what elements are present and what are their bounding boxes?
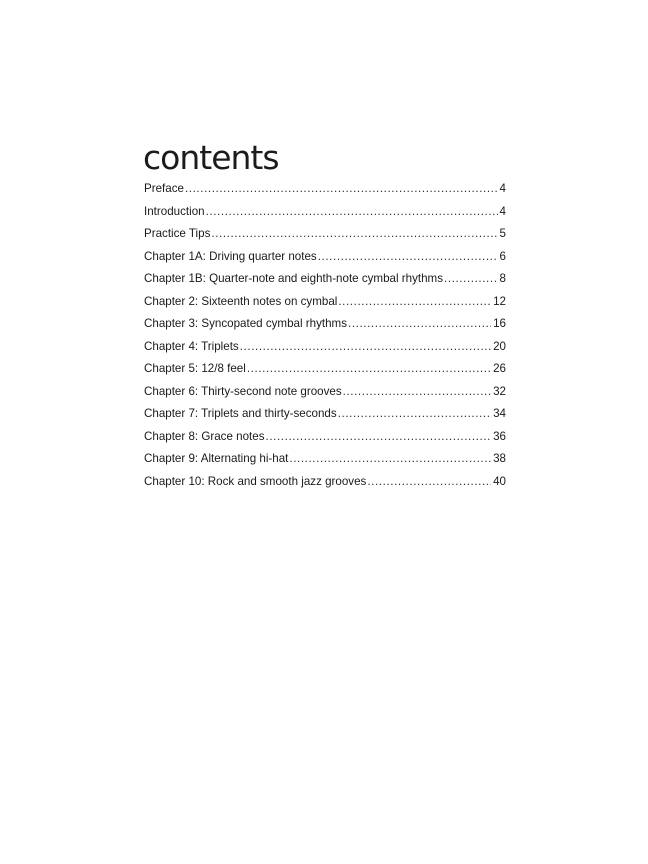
toc-entry[interactable]: [144, 201, 506, 224]
toc-entry-label: Chapter 4: Triplets: [144, 339, 239, 353]
toc-entry-page: 38: [493, 452, 506, 465]
toc-entry-label: Chapter 2: Sixteenth notes on cymbal: [144, 294, 338, 308]
toc-entry[interactable]: [144, 223, 506, 246]
toc-entry-page: 16: [493, 317, 506, 330]
toc-entry[interactable]: [144, 336, 506, 359]
toc-entry[interactable]: [144, 291, 506, 314]
toc-entry[interactable]: [144, 178, 506, 201]
toc-entry-label: Chapter 7: Triplets and thirty-seconds: [144, 407, 337, 420]
toc-entry-page: 8: [499, 272, 506, 285]
dot-leader: [247, 358, 491, 381]
toc-entry-label: Chapter 3: Syncopated cymbal rhythms: [144, 317, 347, 330]
toc-entry-page: 36: [493, 429, 506, 443]
toc-entry[interactable]: [144, 313, 506, 336]
toc-entry-label: Chapter 8: Grace notes: [144, 429, 265, 443]
toc-entry-label: Chapter 6: Thirty-second note grooves: [144, 384, 342, 398]
toc-entry-page: 4: [499, 182, 506, 195]
toc-entry-page: 40: [493, 474, 506, 488]
dot-leader: [289, 448, 491, 471]
dot-leader: [338, 291, 491, 314]
dot-leader: [367, 471, 491, 494]
dot-leader: [338, 403, 491, 426]
dot-leader: [185, 178, 498, 201]
toc-entry-page: 12: [493, 294, 506, 308]
toc-entry-label: Practice Tips: [144, 227, 211, 240]
toc-entry-label: Chapter 1A: Driving quarter notes: [144, 249, 317, 263]
toc-entry-label: Introduction: [144, 204, 205, 218]
toc-entry[interactable]: [144, 403, 506, 426]
page-title: contents: [143, 138, 279, 177]
toc-entry[interactable]: [144, 381, 506, 404]
dot-leader: [348, 313, 491, 336]
toc-entry-page: 34: [493, 407, 506, 420]
toc-entry-label: Chapter 5: 12/8 feel: [144, 362, 246, 375]
dot-leader: [266, 426, 492, 449]
dot-leader: [240, 336, 491, 359]
toc-entry-page: 26: [493, 362, 506, 375]
toc-entry[interactable]: [144, 246, 506, 269]
dot-leader: [318, 246, 498, 269]
toc-entry-page: 6: [499, 249, 506, 263]
toc-entry[interactable]: [144, 358, 506, 381]
toc-entry[interactable]: [144, 471, 506, 494]
toc-entry-label: Chapter 9: Alternating hi-hat: [144, 452, 289, 465]
toc-entry[interactable]: [144, 448, 506, 471]
toc-entry-page: 20: [493, 339, 506, 353]
toc-entry-label: Chapter 1B: Quarter-note and eighth-note cymbal rhythms: [144, 272, 444, 285]
toc-entry-page: 5: [499, 227, 506, 240]
toc-entry-page: 32: [493, 384, 506, 398]
dot-leader: [211, 223, 497, 246]
toc-entry-label: Chapter 10: Rock and smooth jazz grooves: [144, 474, 367, 488]
toc-entry[interactable]: [144, 268, 506, 291]
toc-entry-label: Preface: [144, 182, 184, 195]
toc-entry[interactable]: [144, 426, 506, 449]
dot-leader: [343, 381, 491, 404]
dot-leader: [206, 201, 498, 224]
table-of-contents: [144, 178, 506, 493]
dot-leader: [444, 268, 498, 291]
toc-entry-page: 4: [499, 204, 506, 218]
